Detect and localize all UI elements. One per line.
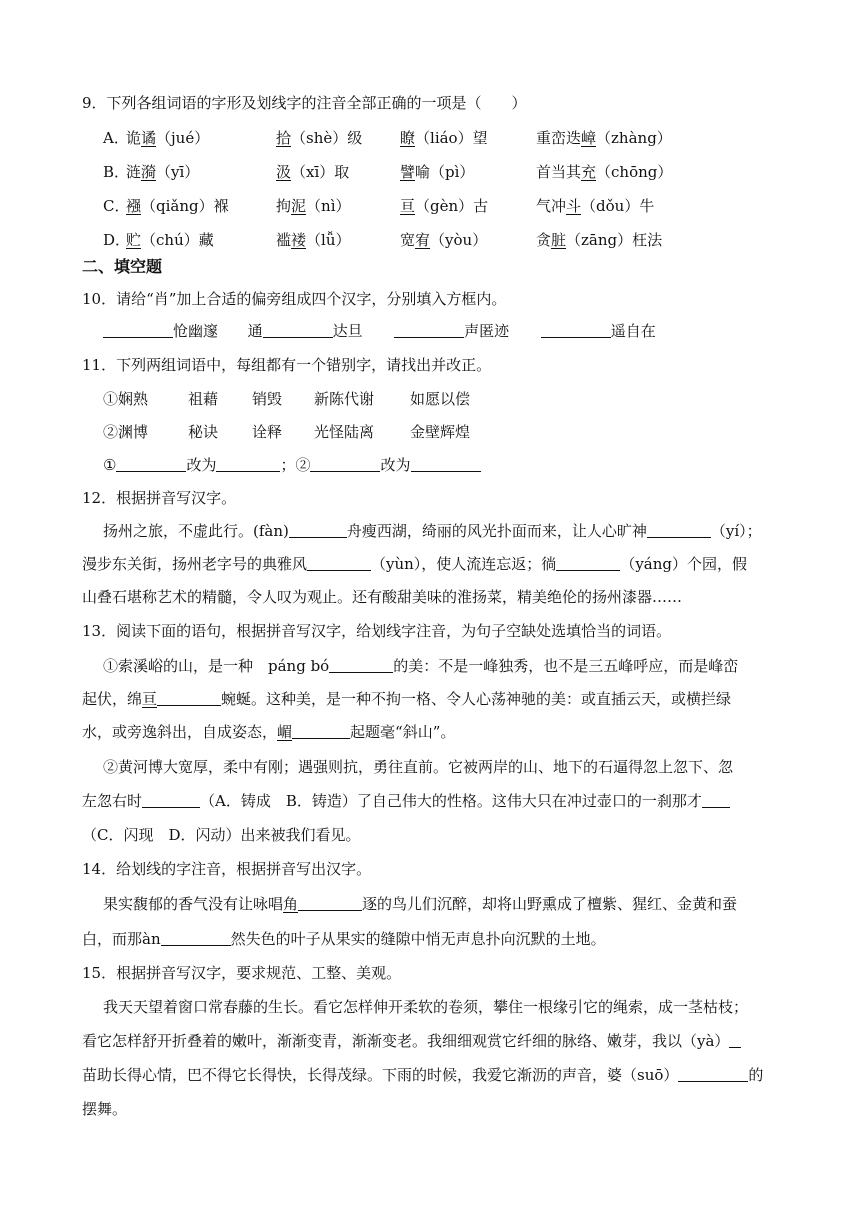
q9-word-text: 气冲: [536, 197, 567, 215]
q9-underlined-char: 褛: [291, 231, 307, 249]
q12-text: （yáng）个园，假: [620, 555, 747, 573]
q9-option-word: [400, 195, 488, 216]
q14-text: 逐的鸟儿们沉醉，却将山野熏成了檀紫、猩红、金黄和蚕: [362, 895, 738, 913]
q14-blank-1[interactable]: [298, 895, 362, 911]
q9-word-text: 贪: [536, 231, 552, 249]
q9-option-word: [536, 229, 662, 250]
q13-underlined-char: 亘: [142, 690, 158, 708]
q14-line-1: [103, 893, 737, 915]
q9-option-word: [276, 195, 351, 216]
q10-blank-4[interactable]: [541, 322, 611, 338]
q12-text: 舟瘦西湖，绮丽的风光扑面而来，让人心旷神: [346, 522, 647, 540]
q13-stem: 13．阅读下面的语句，根据拼音写汉字，给划线字注音，为句子空缺处选填恰当的词语。: [82, 622, 672, 640]
q13-text: 起伏，绵: [82, 690, 143, 708]
q15-text: 看它怎样舒开折叠着的嫩叶，渐渐变青，渐渐变老。我细细观赏它纤细的脉络、嫩芽，我以（yà）: [82, 1032, 730, 1050]
q14-text: 白，而那àn: [82, 930, 161, 948]
q9-word-text: 褴: [276, 231, 292, 249]
q9-pinyin: （yòu）: [430, 231, 488, 249]
q9-underlined-char: 嶂: [581, 129, 597, 147]
q12-blank-3[interactable]: [307, 555, 371, 571]
q9-word-text: 首当其: [536, 163, 582, 181]
q11-blank-1[interactable]: [116, 456, 186, 472]
q9-underlined-char: 充: [581, 163, 597, 181]
q9-underlined-char: 譬: [400, 163, 416, 181]
q9-pinyin: （zāng）枉法: [566, 231, 663, 249]
q9-option-word: [126, 229, 214, 250]
q9-option-letter: A．: [103, 129, 129, 147]
q9-pinyin: （chōng）: [596, 163, 673, 181]
q13-line-1: [103, 655, 738, 677]
q9-option-word: [536, 127, 672, 148]
q9-option-letter: D．: [103, 231, 131, 249]
q9-underlined-char: 脏: [551, 231, 567, 249]
q14-text: 然失色的叶子从果实的缝隙中悄无声息扑向沉默的土地。: [230, 930, 606, 948]
q9-underlined-char: 斗: [566, 197, 582, 215]
q9-option-word: [126, 127, 209, 148]
q10-word-1: 怆幽邃: [173, 322, 219, 340]
q13-text: 起题毫“斜山”。: [350, 723, 456, 741]
q14-text: 果实馥郁的香气没有让咏唱: [103, 895, 284, 913]
q11-answer-label: 改为: [380, 456, 411, 474]
q9-word-text: 重峦迭: [536, 129, 582, 147]
q9-word-text: 涟: [126, 163, 142, 181]
q12-line-3: 山叠石堪称艺术的精髓，令人叹为观止。还有酸甜美味的淮扬菜，精美绝伦的扬州漆器……: [82, 588, 683, 606]
q11-answer-label: 改为: [186, 456, 217, 474]
q13-text: （A．铸成 B．铸造）了自己伟大的性格。这伟大只在冲过壶口的一刹那才: [200, 792, 702, 810]
q9-stem: 9．下列各组词语的字形及划线字的注音全部正确的一项是（ ）: [82, 94, 527, 112]
q13-line-5: [82, 790, 730, 812]
q9-pinyin: （zhàng）: [596, 129, 672, 147]
q13-underlined-char: 嵋: [277, 723, 293, 741]
q12-blank-1[interactable]: [289, 522, 347, 538]
q12-text: （yí）；: [710, 522, 762, 540]
q15-blank-1[interactable]: [729, 1032, 741, 1048]
q9-underlined-char: 泥: [291, 197, 307, 215]
q12-text: 扬州之旅，不虚此行。(fàn): [103, 522, 289, 540]
q12-line-1: [103, 520, 762, 542]
q10-blank-2[interactable]: [263, 322, 333, 338]
q13-line-3: [82, 721, 455, 743]
q10-blanks-row: [103, 320, 656, 342]
q13-blank-2[interactable]: [157, 690, 221, 706]
q10-stem: 10．请给“肖”加上合适的偏旁组成四个汉字，分别填入方框内。: [82, 290, 507, 308]
q13-blank-4[interactable]: [142, 792, 200, 808]
q9-underlined-char: 亘: [400, 197, 416, 215]
q14-blank-2[interactable]: [161, 930, 231, 946]
q15-line-4: 摆舞。: [82, 1100, 128, 1118]
q9-option-word: [276, 161, 349, 182]
q9-pinyin: （lǚ）: [306, 231, 351, 249]
q11-row1-word: 祖藉: [188, 390, 219, 408]
q11-row2-word: 金壁辉煌: [410, 423, 471, 441]
q12-text: 漫步东关街，扬州老字号的典雅风: [82, 555, 308, 573]
q11-answer-label: ①: [103, 456, 117, 474]
q13-blank-5[interactable]: [702, 792, 730, 808]
q9-underlined-char: 宥: [415, 231, 431, 249]
q13-text: 水，或旁逸斜出，自成姿态，: [82, 723, 278, 741]
q9-underlined-char: 汲: [276, 163, 292, 181]
q9-pinyin: （yī）: [156, 163, 200, 181]
q15-line-3: [82, 1064, 763, 1086]
q13-text: 蜿蜒。这种美，是一种不拘一格、令人心荡神驰的美：或直插云天，或横拦绿: [221, 690, 732, 708]
q9-pinyin: （qiǎng）褓: [141, 197, 229, 215]
q15-text: 苗助长得心情，巴不得它长得快，长得茂绿。下雨的时候，我爱它渐沥的声音，婆（suō）: [82, 1066, 679, 1084]
q9-option-letter: C．: [103, 197, 130, 215]
q12-text: （yùn），使人流连忘返；徜: [371, 555, 557, 573]
q12-blank-2[interactable]: [647, 522, 711, 538]
q11-row2-word: ②渊博: [103, 423, 149, 441]
q13-line-4: ②黄河博大宽厚，柔中有刚；遇强则抗，勇往直前。它被两岸的山、地下的石逼得忽上忽下、忽: [103, 758, 734, 776]
q13-line-2: [82, 688, 731, 710]
q10-word-3: 声匿迹: [464, 322, 510, 340]
q10-word-2a: 通: [247, 322, 263, 340]
q9-pinyin: 喻（pì）: [415, 163, 475, 181]
q15-text: 的: [748, 1066, 764, 1084]
q15-line-2: [82, 1030, 741, 1052]
q9-underlined-char: 瞭: [400, 129, 416, 147]
q11-row2-word: 光怪陆离: [314, 423, 375, 441]
q9-pinyin: （jué）: [156, 129, 210, 147]
q10-word-4: 遥自在: [610, 322, 656, 340]
q9-option-letter: B．: [103, 163, 130, 181]
q9-underlined-char: 漪: [141, 163, 157, 181]
q9-word-text: 拘: [276, 197, 292, 215]
section-title: 二、填空题: [82, 257, 163, 276]
q13-line-6: （C．闪现 D．闪动）出来被我们看见。: [82, 826, 361, 844]
q15-stem: 15．根据拼音写汉字，要求规范、工整、美观。: [82, 964, 402, 982]
q9-underlined-char: 谲: [141, 129, 157, 147]
q11-row2-word: 秘诀: [188, 423, 219, 441]
q9-underlined-char: 襁: [126, 197, 142, 215]
q9-option-word: [400, 127, 488, 148]
q9-pinyin: （nì）: [306, 197, 351, 215]
q9-option-word: [400, 229, 487, 250]
q11-row1-word: 如愿以偿: [410, 390, 471, 408]
q11-answer-label: ；②: [280, 456, 311, 474]
q13-blank-1[interactable]: [329, 657, 393, 673]
q14-underlined-char: 角: [283, 895, 299, 913]
q13-text: 左忽右时: [82, 792, 143, 810]
q11-blank-3[interactable]: [310, 456, 380, 472]
q9-pinyin: （shè）级: [291, 129, 363, 147]
q11-blank-4[interactable]: [411, 456, 481, 472]
q9-pinyin: （liáo）望: [415, 129, 488, 147]
q11-row1-word: 销毁: [252, 390, 283, 408]
q9-option-word: [126, 161, 199, 182]
q11-row2-word: 诠释: [252, 423, 283, 441]
q13-blank-3[interactable]: [292, 723, 350, 739]
q9-underlined-char: 贮: [126, 231, 142, 249]
q10-blank-1[interactable]: [103, 322, 173, 338]
q10-word-2b: 达旦: [332, 322, 363, 340]
q13-text: ①索溪峪的山，是一种 páng bó: [103, 657, 330, 675]
q9-option-word: [276, 127, 362, 148]
q13-text: 的美：不是一峰独秀，也不是三五峰呼应，而是峰峦: [393, 657, 739, 675]
q11-row1-word: 新陈代谢: [314, 390, 375, 408]
q9-word-text: 诡: [126, 129, 142, 147]
q9-pinyin: （xī）取: [291, 163, 350, 181]
q10-blank-3[interactable]: [394, 322, 464, 338]
q9-option-word: [400, 161, 474, 182]
q9-pinyin: （chú）藏: [141, 231, 214, 249]
q14-stem: 14．给划线的字注音，根据拼音写出汉字。: [82, 860, 372, 878]
q12-line-2: [82, 553, 747, 575]
q9-option-word: [126, 195, 229, 216]
q11-answer-row: [103, 454, 481, 476]
q11-row1-word: ①娴熟: [103, 390, 149, 408]
q9-option-word: [536, 195, 654, 216]
q14-line-2: [82, 928, 606, 950]
q9-pinyin: （dǒu）牛: [581, 197, 655, 215]
q11-stem: 11．下列两组词语中，每组都有一个错别字，请找出并改正。: [82, 356, 492, 374]
q15-blank-2[interactable]: [678, 1066, 748, 1082]
q9-pinyin: （gèn）古: [415, 197, 489, 215]
q9-word-text: 宽: [400, 231, 416, 249]
q9-option-word: [276, 229, 351, 250]
q9-underlined-char: 拾: [276, 129, 292, 147]
q11-blank-2[interactable]: [216, 456, 280, 472]
q9-option-word: [536, 161, 672, 182]
q12-blank-4[interactable]: [556, 555, 620, 571]
q15-line-1: 我天天望着窗口常春藤的生长。看它怎样伸开柔软的卷须，攀住一根缘引它的绳索，成一茎枯枝；: [103, 998, 749, 1016]
q12-stem: 12．根据拼音写汉字。: [82, 489, 237, 507]
